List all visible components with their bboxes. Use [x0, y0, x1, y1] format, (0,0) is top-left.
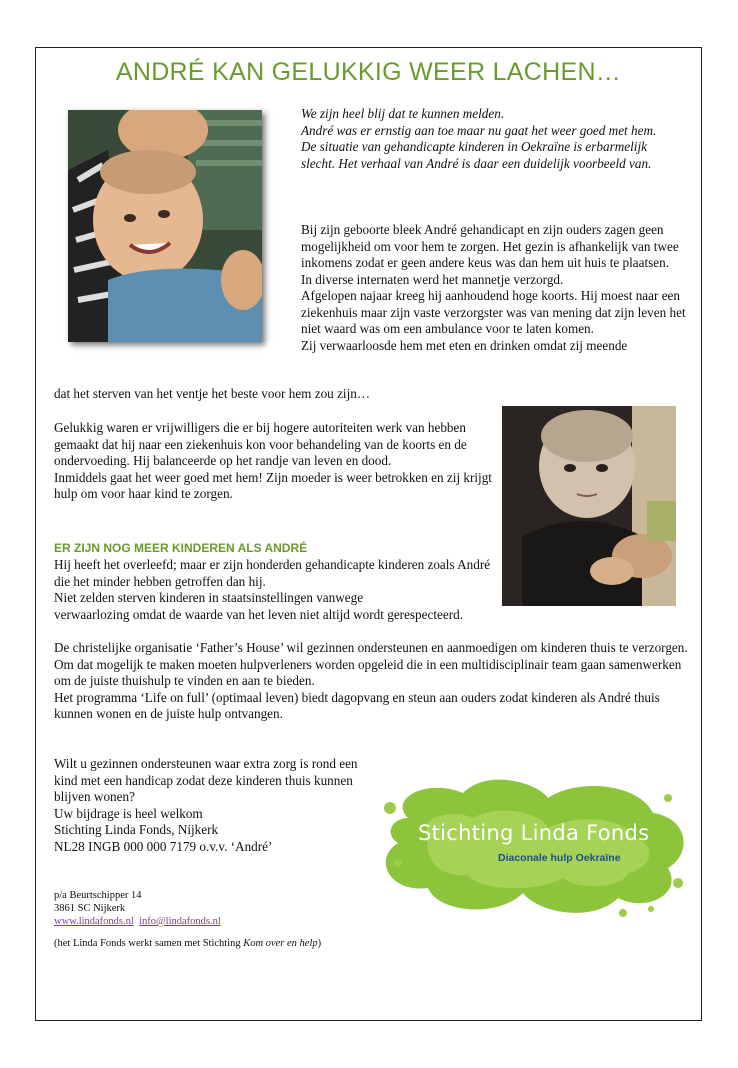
story-line: Afgelopen najaar kreeg hij aanhoudend hoge koorts. Hij moest naar een ziekenhuis maar zijn vaste verzorgster was van mening dat zijn leven het niet waard was om een ambulance voor te laten komen. — [301, 288, 686, 336]
relief-line: Inmiddels gaat het weer goed met hem! Zijn moeder is weer betrokken en zij krijgt hulp om voor haar kind te zorgen. — [54, 469, 492, 501]
logo-name: Stichting Linda Fonds — [418, 821, 650, 845]
story-line: In diverse internaten werd het mannetje verzorgd. — [301, 271, 564, 287]
note-suffix: ) — [317, 938, 322, 949]
note-prefix: (het Linda Fonds werkt samen met Stichting — [54, 938, 244, 949]
relief-line: Gelukkig waren er vrijwilligers die er bij hogere autoriteiten werk van hebben gemaakt dat hij naar een ziekenhuis kon voor behandeling van de koorts en de ondervoeding. Hij balanceerde op het randje van leven en dood. — [54, 420, 467, 468]
father-line: Het programma ‘Life on full’ (optimaal leven) biedt dagopvang en steun aan ouders zodat kinderen als André thuis kunnen wonen en de juiste hulp ontvangen. — [54, 689, 660, 721]
bank-account: NL28 INGB 000 000 7179 o.v.v. ‘André’ — [54, 838, 273, 854]
fathers-house-paragraph — [54, 640, 694, 723]
appeal-line: Uw bijdrage is heel welkom — [54, 805, 203, 821]
page-title: ANDRÉ KAN GELUKKIG WEER LACHEN… — [115, 58, 622, 86]
intro-line: André was er ernstig aan toe maar nu gaat het weer goed met hem. — [301, 122, 657, 138]
website-link[interactable]: www.lindafonds.nl — [54, 916, 134, 927]
logo-subtitle: Diaconale hulp Oekraïne — [498, 852, 621, 864]
photo-andre-with-caregiver — [68, 110, 262, 342]
intro-line: We zijn heel blij dat te kunnen melden. — [301, 106, 505, 121]
linda-fonds-logo — [368, 773, 698, 921]
father-line: De christelijke organisatie ‘Father’s House’ wil gezinnen ondersteunen en aanmoedigen om kinderen thuis te verzorgen. — [54, 640, 688, 655]
donation-appeal — [54, 756, 374, 855]
story-line: Bij zijn geboorte bleek André gehandicapt en zijn ouders zagen geen mogelijkheid om voor hem te zorgen. Het gezin is afhankelijk van twee inkomens zodat er geen andere keus was dan hem uit huis te plaatsen. — [301, 222, 679, 270]
partnership-note — [54, 938, 321, 949]
newsletter-page — [35, 47, 702, 1021]
note-partner-name: Kom over en help — [243, 938, 318, 949]
story-line: Zij verwaarloosde hem met eten en drinken omdat zij meende — [301, 337, 628, 353]
father-line: Om dat mogelijk te maken moeten hulpverleners worden opgeleid die in een multidisciplinair team gaan samenwerken om de juiste thuishulp te vinden en aan te bieden. — [54, 656, 682, 688]
intro-line: De situatie van gehandicapte kinderen in Oekraïne is erbarmelijk slecht. Het verhaal van André is daar een duidelijk voorbeeld van. — [301, 139, 652, 171]
appeal-line: Stichting Linda Fonds, Nijkerk — [54, 822, 219, 837]
contact-address — [54, 889, 221, 928]
more-line: Niet zelden sterven kinderen in staatsinstellingen vanwege — [54, 590, 364, 605]
email-link[interactable]: info@lindafonds.nl — [139, 916, 221, 927]
relief-paragraph — [54, 420, 499, 503]
appeal-line: Wilt u gezinnen ondersteunen waar extra zorg is rond een kind met een handicap zodat deze kinderen thuis kunnen blijven wonen? — [54, 756, 358, 804]
photo-andre-in-hospital — [502, 406, 676, 606]
more-children-paragraph — [54, 557, 499, 607]
address-street: p/a Beurtschipper 14 — [54, 890, 142, 901]
more-continuation: verwaarlozing omdat de waarde van het leven niet altijd wordt gerespecteerd. — [54, 607, 463, 622]
story-paragraph — [301, 222, 686, 354]
story-continuation: dat het sterven van het ventje het beste voor hem zou zijn… — [54, 386, 371, 401]
address-city: 3861 SC Nijkerk — [54, 903, 126, 914]
intro-paragraph — [301, 106, 681, 172]
section-heading: ER ZIJN NOG MEER KINDEREN ALS ANDRÉ — [54, 541, 308, 555]
more-line: Hij heeft het overleefd; maar er zijn honderden gehandicapte kinderen zoals André die het minder hebben getroffen dan hij. — [54, 557, 491, 589]
